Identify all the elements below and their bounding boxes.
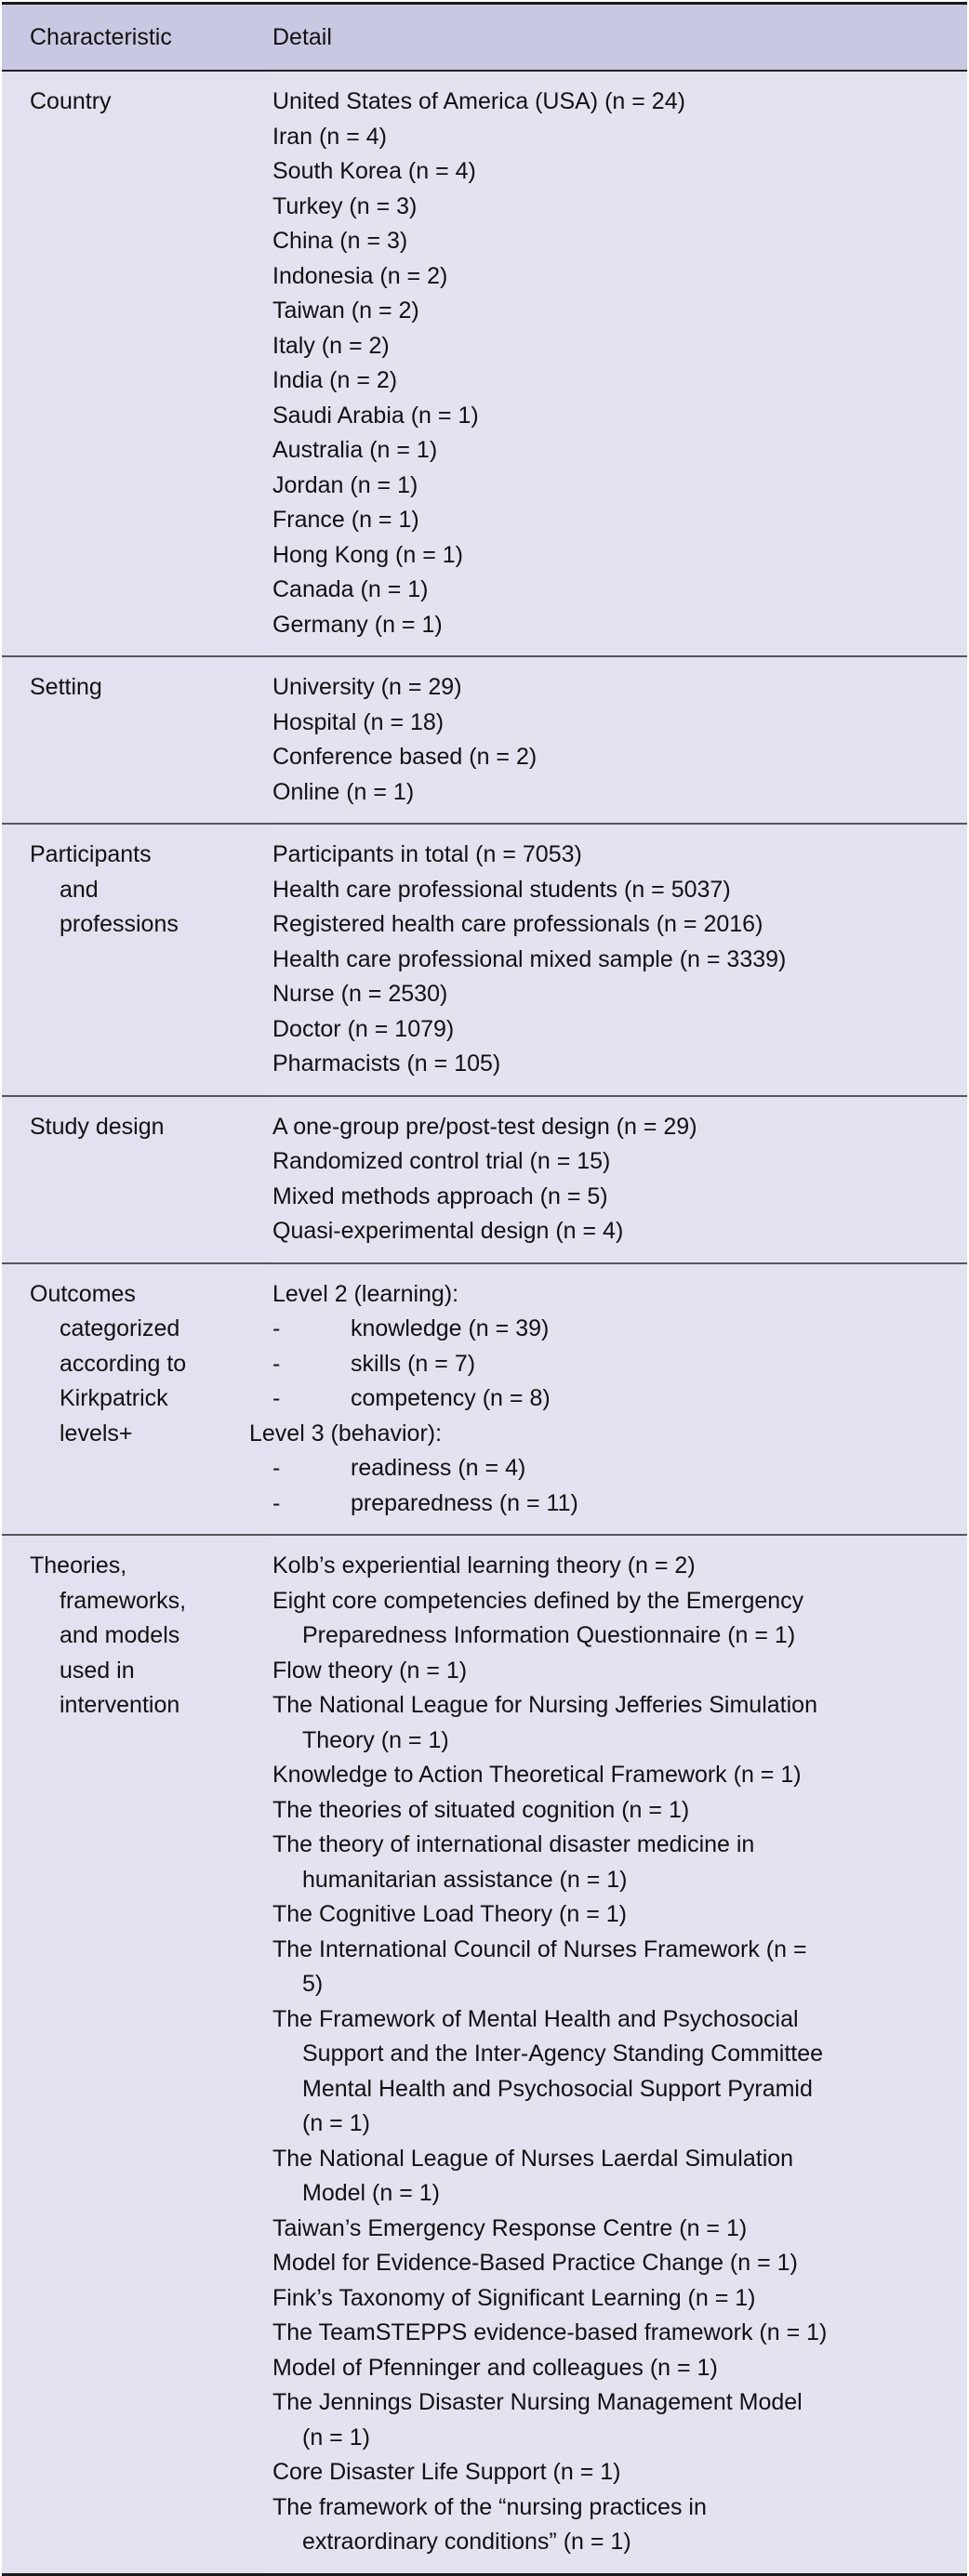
outcome-item-text: readiness (n = 4) [351,1455,526,1481]
detail-item: Randomized control trial (n = 15) [272,1148,611,1174]
row-label-line: levels+ [60,1420,133,1447]
outcome-item-text: competency (n = 8) [351,1385,551,1411]
row-label-line: Country [30,88,112,114]
outcome-item [272,1451,967,1486]
outcome-level-heading: Level 3 (behavior): [249,1420,443,1447]
row-label-line: Participants [30,841,152,867]
dash-bullet-icon: - [272,1315,281,1341]
detail-item: Flow theory (n = 1) [272,1657,468,1684]
outcome-item [272,1312,967,1347]
row-label [2,72,270,655]
row-label-line: used in [60,1657,135,1684]
row-detail [270,1536,967,2573]
detail-item: Fink’s Taxonomy of Significant Learning (n = 1) [272,2284,756,2311]
header-characteristic: Characteristic [30,23,172,50]
detail-item: Eight core competencies defined by the Emergency Preparedness Information Questionnaire (n = 1) [272,1587,804,1648]
row-detail [270,72,967,655]
detail-item: India (n = 2) [272,367,398,393]
detail-item: Core Disaster Life Support (n = 1) [272,2459,621,2485]
dash-bullet-icon: - [272,1489,281,1516]
row-label-line: professions [60,911,179,937]
detail-item: The International Council of Nurses Framework (n = 5) [272,1935,807,1997]
outcome-item [272,1381,967,1417]
row-label [2,1264,270,1535]
row-detail [270,1097,967,1262]
detail-item: Taiwan’s Emergency Response Centre (n = 1) [272,2214,748,2241]
detail-item: The Cognitive Load Theory (n = 1) [272,1901,628,1927]
detail-item: The theory of international disaster medicine in humanitarian assistance (n = 1) [272,1831,755,1893]
row-label [2,1536,270,2573]
detail-item: Italy (n = 2) [272,332,390,359]
detail-item: Canada (n = 1) [272,576,429,602]
detail-item: Hospital (n = 18) [272,708,445,735]
row-label [2,825,270,1095]
detail-item: Australia (n = 1) [272,437,438,463]
row-label-line: categorized [60,1315,180,1341]
characteristics-table [2,2,967,2576]
row-label-line: Outcomes [30,1280,136,1307]
detail-item: The theories of situated cognition (n = 1) [272,1796,690,1823]
row-label [2,657,270,823]
detail-item: Quasi-experimental design (n = 4) [272,1218,624,1244]
detail-item: Nurse (n = 2530) [272,981,448,1007]
detail-item: Registered health care professionals (n = 2016) [272,911,763,937]
row-label-line: Kirkpatrick [60,1385,168,1411]
detail-item: University (n = 29) [272,674,462,700]
table-row-theories [2,1536,967,2573]
detail-item: Model for Evidence-Based Practice Change (n = 1) [272,2250,798,2276]
row-label-line: Theories, [30,1552,127,1579]
detail-item: Germany (n = 1) [272,611,443,638]
row-label-line: Setting [30,674,102,700]
detail-item: Mixed methods approach (n = 5) [272,1182,608,1209]
detail-item: The framework of the “nursing practices in extraordinary conditions” (n = 1) [272,2493,707,2555]
row-label-line: intervention [60,1692,180,1718]
row-detail [270,657,967,823]
outcome-item-text: preparedness (n = 11) [351,1489,578,1516]
outcome-level-heading: Level 2 (learning): [272,1280,459,1307]
table-row-country [2,72,967,657]
detail-item: Jordan (n = 1) [272,471,418,498]
row-label-line: and [60,876,99,903]
dash-bullet-icon: - [272,1455,281,1481]
detail-item: The National League of Nurses Laerdal Simulation Model (n = 1) [272,2145,794,2206]
detail-item: Conference based (n = 2) [272,744,538,770]
detail-item: Taiwan (n = 2) [272,297,419,324]
detail-item: Kolb’s experiential learning theory (n = 2) [272,1552,696,1579]
detail-item: France (n = 1) [272,507,419,533]
detail-item: The TeamSTEPPS evidence-based framework (n = 1) [272,2319,828,2345]
detail-item: The Jennings Disaster Nursing Management Model (n = 1) [272,2389,803,2451]
table-row-study-design [2,1097,967,1264]
row-label-line: frameworks, [60,1587,187,1614]
detail-item: Health care professional students (n = 5037) [272,876,731,903]
table-row-setting [2,657,967,825]
row-label-line: Study design [30,1113,165,1140]
detail-item: Hong Kong (n = 1) [272,541,463,568]
table-row-participants [2,825,967,1097]
outcome-item-text: knowledge (n = 39) [351,1315,550,1341]
table-header [2,5,967,72]
detail-item: Online (n = 1) [272,778,415,805]
detail-item: Iran (n = 4) [272,123,387,150]
detail-item: Pharmacists (n = 105) [272,1050,501,1077]
detail-item: Turkey (n = 3) [272,192,418,219]
dash-bullet-icon: - [272,1350,281,1377]
detail-item: A one-group pre/post-test design (n = 29) [272,1113,697,1140]
detail-item: South Korea (n = 4) [272,158,476,184]
detail-item: The Framework of Mental Health and Psychosocial Support and the Inter-Agency Standing Committee Mental Health and Psychosocial Support Pyramid (n = 1) [272,2005,824,2136]
outcome-item-text: skills (n = 7) [351,1350,476,1377]
row-label-line: according to [60,1350,187,1377]
detail-item: China (n = 3) [272,228,408,254]
detail-item: Saudi Arabia (n = 1) [272,402,479,429]
detail-item: Indonesia (n = 2) [272,262,448,289]
detail-item: Knowledge to Action Theoretical Framework (n = 1) [272,1762,802,1788]
detail-item: Doctor (n = 1079) [272,1015,455,1042]
header-detail: Detail [272,23,332,50]
detail-item: United States of America (USA) (n = 24) [272,88,685,114]
outcome-item [272,1347,967,1382]
detail-item: The National League for Nursing Jefferies Simulation Theory (n = 1) [272,1692,817,1753]
detail-item: Participants in total (n = 7053) [272,841,582,867]
table-row-outcomes [2,1264,967,1537]
row-detail [249,1264,967,1535]
row-label-line: and models [60,1622,180,1648]
row-label [2,1097,270,1262]
detail-item: Health care professional mixed sample (n = 3339) [272,945,787,972]
row-detail [270,825,967,1095]
detail-item: Model of Pfenninger and colleagues (n = 1) [272,2354,718,2381]
dash-bullet-icon: - [272,1385,281,1411]
outcome-item [272,1486,967,1522]
